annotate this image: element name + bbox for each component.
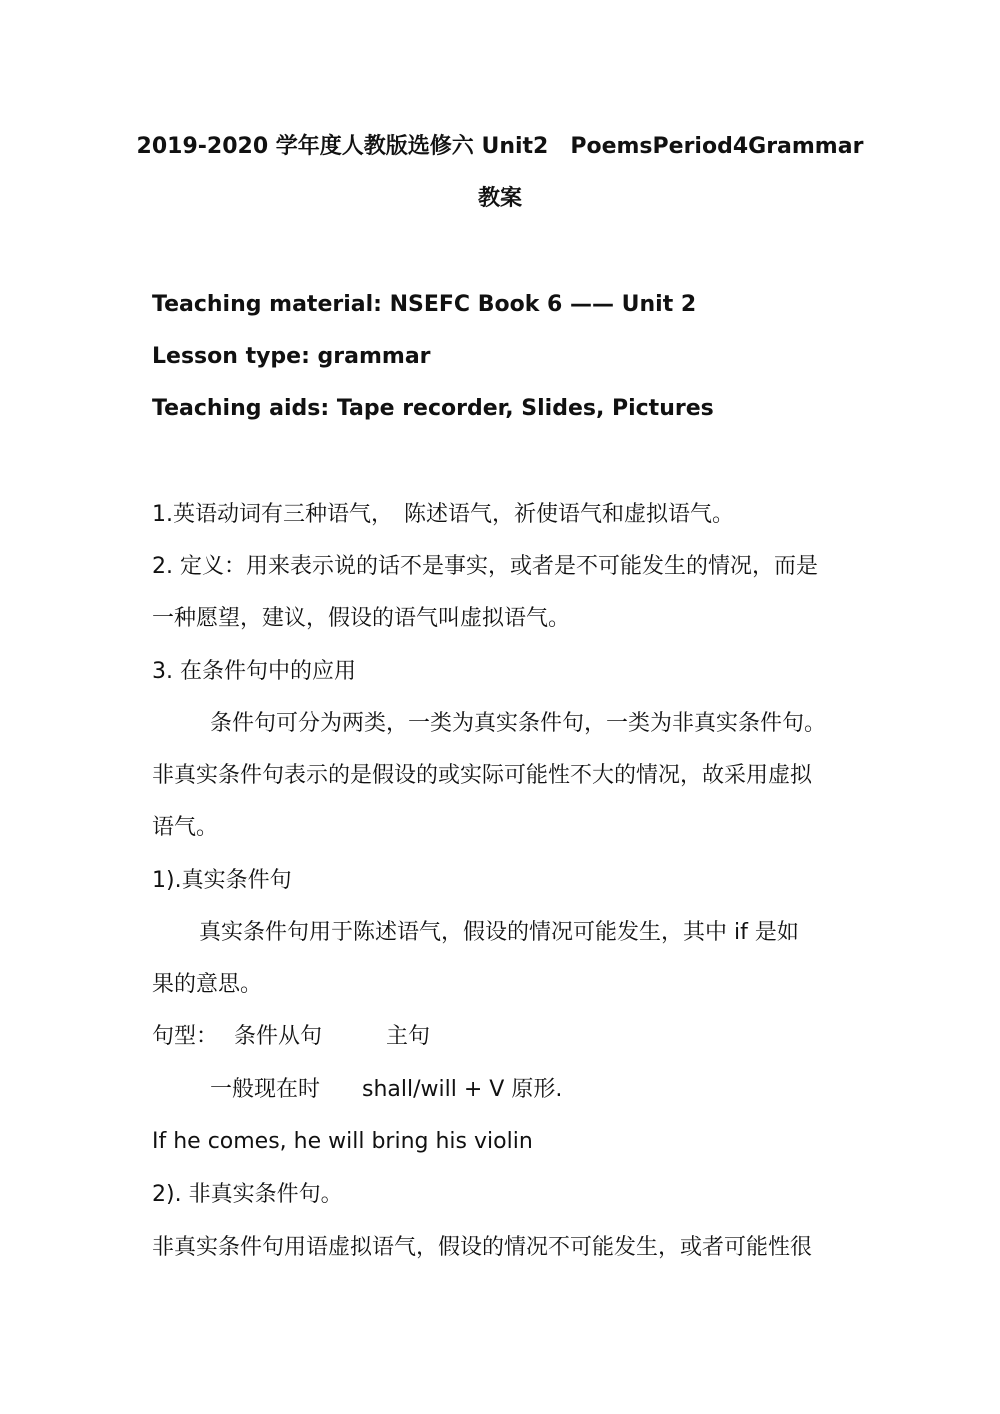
example-sentence: If he comes, he will bring his violin	[152, 1129, 533, 1154]
teaching-material: Teaching material: NSEFC Book 6 —— Unit 2	[152, 292, 697, 317]
paragraph-definition-line2: 一种愿望，建议，假设的语气叫虚拟语气。	[152, 606, 571, 631]
lesson-type: Lesson type: grammar	[152, 344, 431, 369]
subheading-real-conditional: 1).真实条件句	[152, 868, 292, 893]
paragraph-conditional-line3: 语气。	[152, 815, 219, 840]
paragraph-conditional-line2: 非真实条件句表示的是假设的或实际可能性不大的情况，故采用虚拟	[152, 763, 813, 788]
pattern-clause: 条件从句	[234, 1024, 323, 1049]
document-title-suffix: 教案	[477, 186, 522, 211]
teaching-aids: Teaching aids: Tape recorder, Slides, Pictures	[152, 396, 714, 421]
pattern-main-clause: 主句	[386, 1024, 431, 1049]
paragraph-unreal-conditional: 非真实条件句用语虚拟语气，假设的情况不可能发生，或者可能性很	[152, 1235, 813, 1260]
paragraph-real-conditional-line1: 真实条件句用于陈述语气，假设的情况可能发生，其中 if 是如	[199, 920, 799, 945]
subheading-unreal-conditional: 2). 非真实条件句。	[152, 1182, 343, 1207]
document-title: 2019-2020 学年度人教版选修六 Unit2 PoemsPeriod4Grammar	[136, 134, 864, 159]
pattern-verb-form: shall/will + V 原形.	[362, 1077, 563, 1102]
pattern-tense: 一般现在时	[210, 1077, 321, 1102]
paragraph-real-conditional-line2: 果的意思。	[152, 972, 263, 997]
pattern-label: 句型：	[152, 1024, 219, 1049]
paragraph-conditional-line1: 条件句可分为两类，一类为真实条件句，一类为非真实条件句。	[210, 711, 827, 736]
section-heading-conditional: 3. 在条件句中的应用	[152, 659, 356, 684]
paragraph-moods: 1.英语动词有三种语气， 陈述语气，祈使语气和虚拟语气。	[152, 502, 734, 527]
paragraph-definition-line1: 2. 定义：用来表示说的话不是事实，或者是不可能发生的情况，而是	[152, 554, 818, 579]
